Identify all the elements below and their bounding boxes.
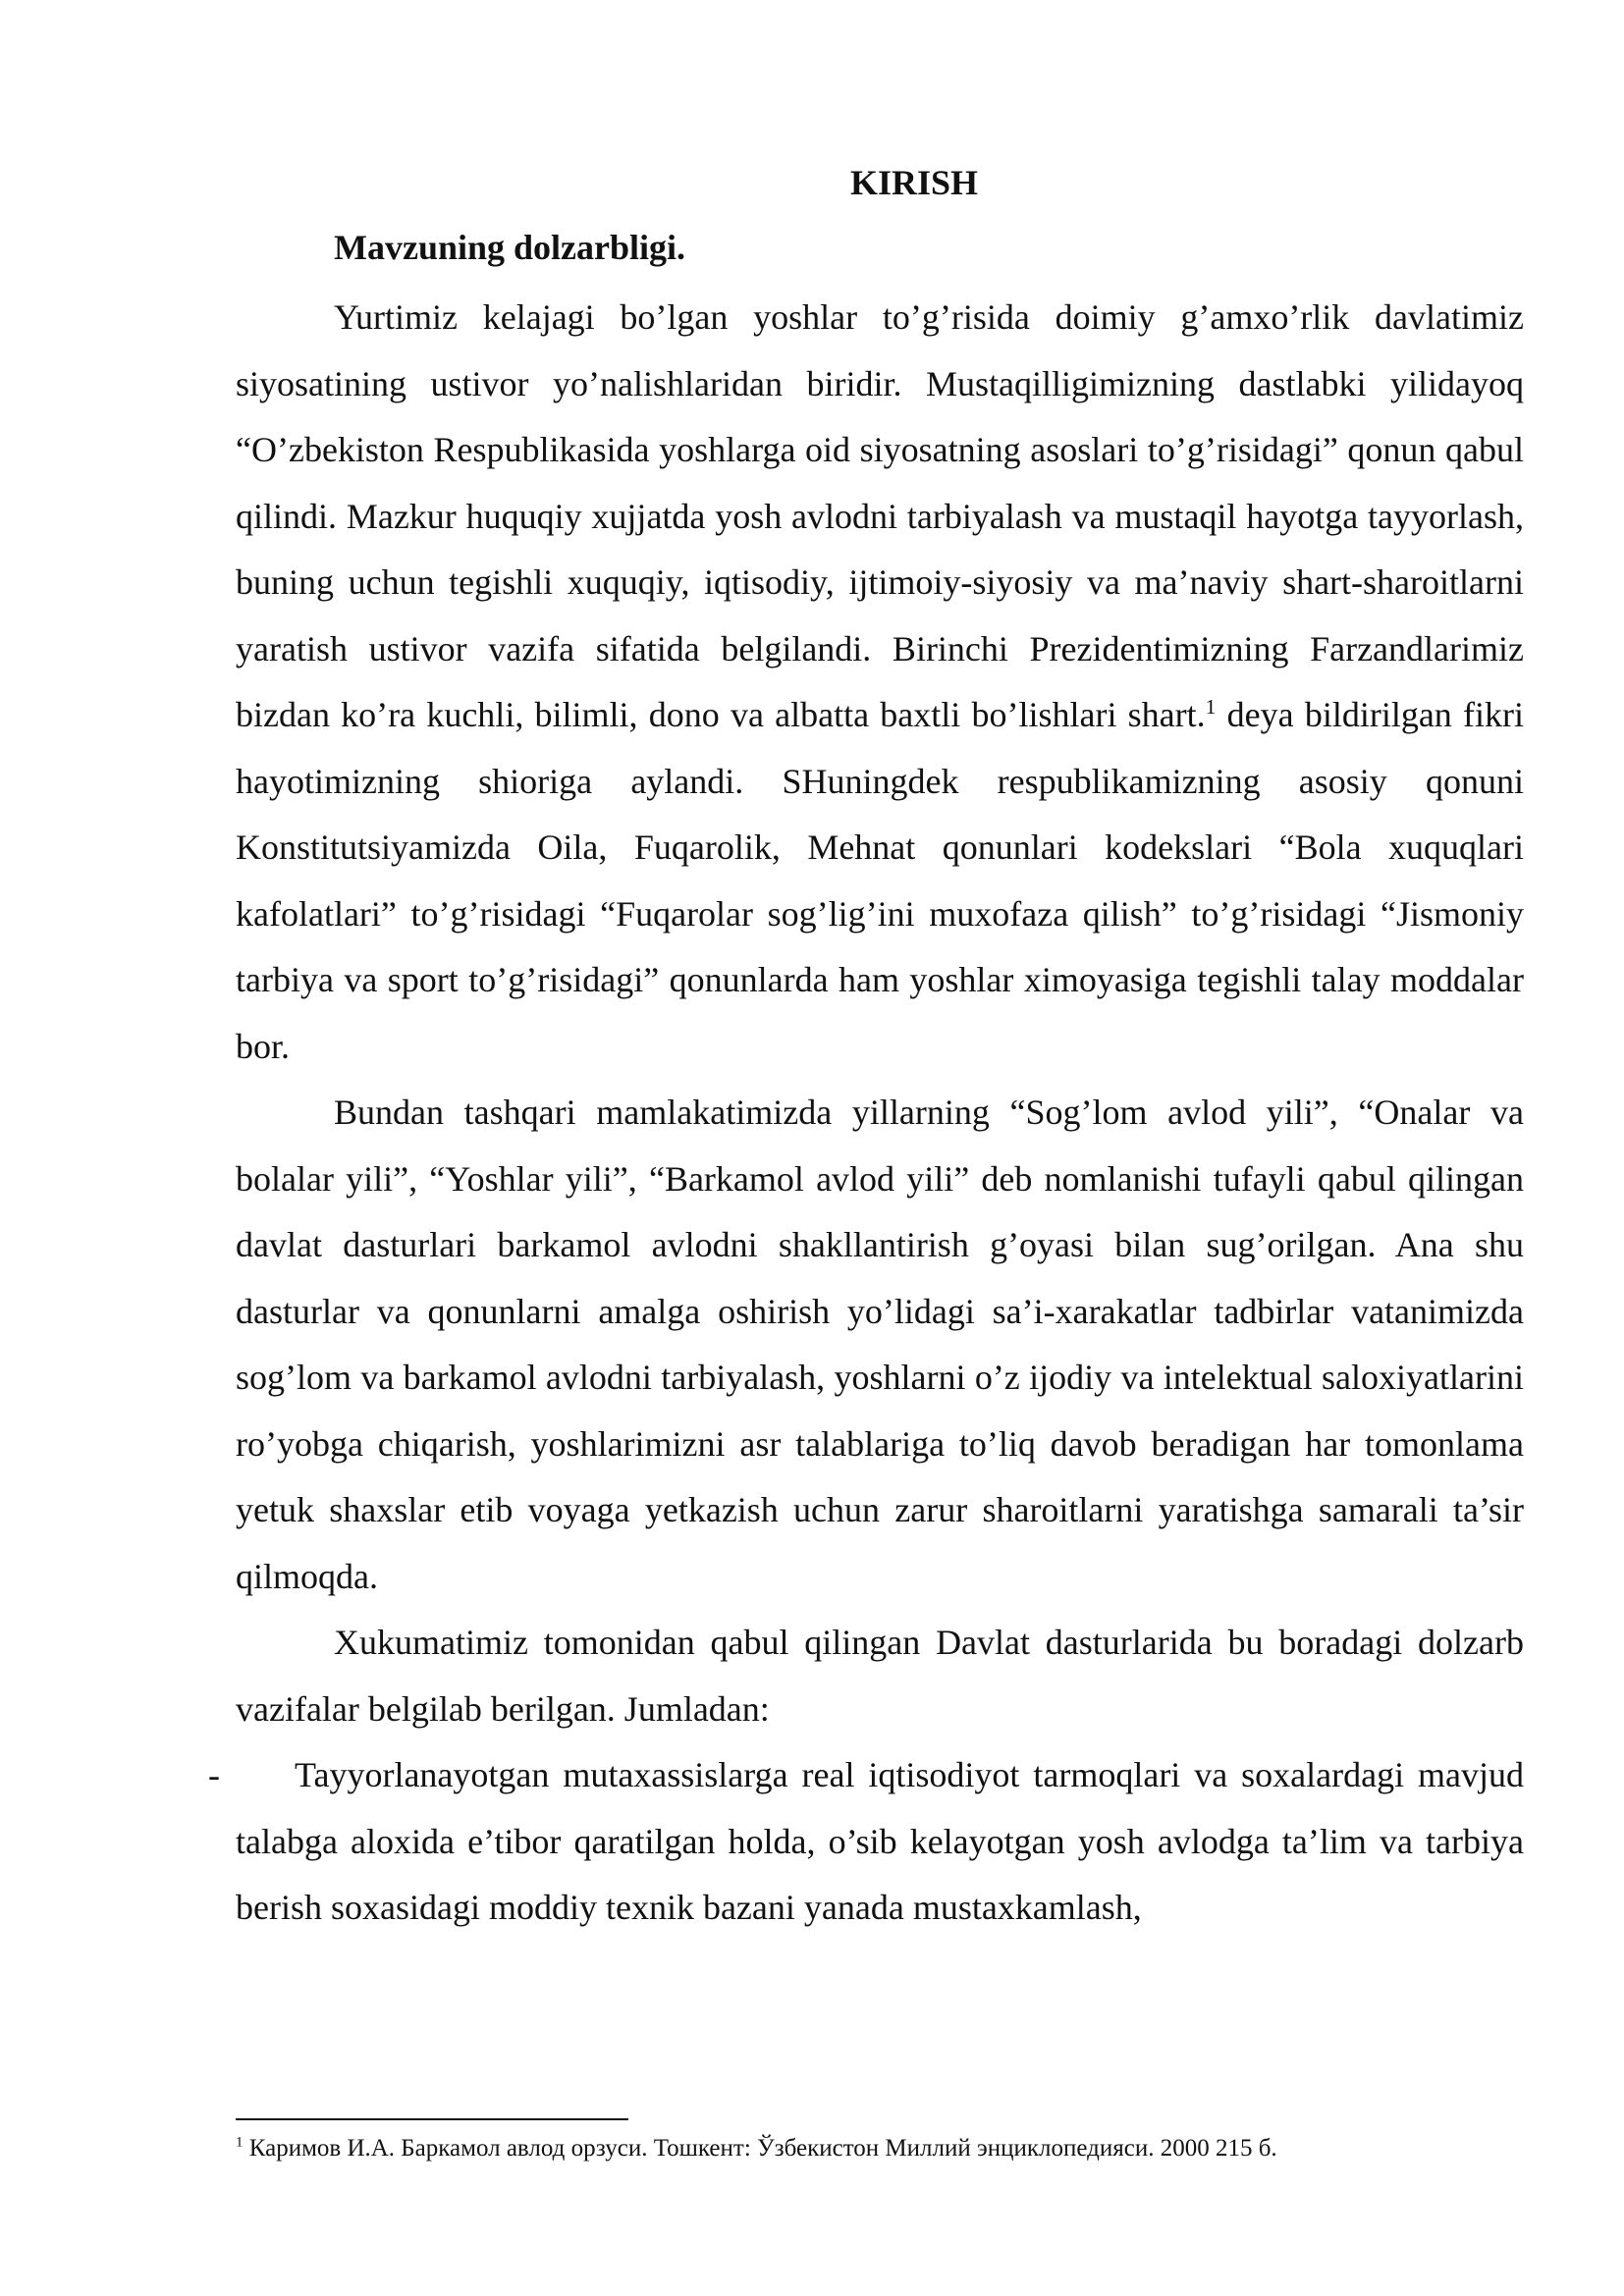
paragraph-3: Xukumatimiz tomonidan qabul qilingan Davlat dasturlarida bu boradagi dolzarb vazifalar belgilab berilgan. Jumladan: (236, 1623, 1524, 1729)
section-heading: Mavzuning dolzarbligi. (334, 228, 686, 267)
list-item-marker: - (208, 1755, 220, 1794)
paragraph-1-text-b: deya bildirilgan fikri hayotimizning shioriga aylandi. SHuningdek respublikamizning asosiy qonuni Konstitutsiyamizda Oila, Fuqarolik, Mehnat qonunlari kodekslari “Bola xuquqlari kafolatlari” to’g’risidagi “Fuqarolar sog’lig’ini muxofaza qilish” to’g’risidagi “Jismoniy tarbiya va sport to’g’risidagi” qonunlarda ham yoshlar ximoyasiga tegishli talay moddalar bor. (236, 695, 1524, 1066)
footnote (236, 2132, 1524, 2165)
paragraph-1 (236, 285, 1524, 1080)
footnote-mark: 1 (236, 2134, 244, 2151)
footnote-separator (236, 2118, 628, 2120)
document-title: KIRISH (849, 163, 979, 202)
list-item-text: Tayyorlanayotgan mutaxassislarga real iqtisodiyot tarmoqlari va soxalardagi mavjud talabga aloxida e’tibor qaratilgan holda, o’sib kelayotgan yosh avlodga ta’lim va tarbiya berish soxasidagi moddiy texnik bazani yanada mustaxkamlash, (236, 1755, 1524, 1927)
footnote-text: Каримов И.А. Баркамол авлод орзуси. Тошкент: Ўзбекистон Миллий энциклопедияси. 2000 215 б. (243, 2135, 1277, 2162)
document-body (208, 157, 1524, 1942)
footnote-reference: 1 (1205, 695, 1217, 719)
list-item (208, 1742, 1524, 1942)
paragraph-1-text-a: Yurtimiz kelajagi bo’lgan yoshlar to’g’risida doimiy g’amxo’rlik davlatimiz siyosatining ustivor yo’nalishlaridan biridir. Mustaqilligimizning dastlabki yilidayoq “O’zbekiston Respublikasida yoshlarga oid siyosatning asoslari to’g’risidagi” qonun qabul qilindi. Mazkur huquqiy xujjatda yosh avlodni tarbiyalash va mustaqil hayotga tayyorlash, buning uchun tegishli xuquqiy, iqtisodiy, ijtimoiy-siyosiy va ma’naviy shart-sharoitlarni yaratish ustivor vazifa sifatida belgilandi. Birinchi Prezidentimizning Farzandlarimiz bizdan ko’ra kuchli, bilimli, dono va albatta baxtli bo’lishlari shart. (236, 297, 1524, 734)
paragraph-2: Bundan tashqari mamlakatimizda yillarning “Sog’lom avlod yili”, “Onalar va bolalar yili”, “Yoshlar yili”, “Barkamol avlod yili” deb nomlanishi tufayli qabul qilingan davlat dasturlari barkamol avlodni shakllantirish g’oyasi bilan sug’orilgan. Ana shu dasturlar va qonunlarni amalga oshirish yo’lidagi sa’i-xarakatlar tadbirlar vatanimizda sog’lom va barkamol avlodni tarbiyalash, yoshlarni o’z ijodiy va intelektual saloxiyatlarini ro’yobga chiqarish, yoshlarimizni asr talablariga to’liq davob beradigan har tomonlama yetuk shaxslar etib voyaga yetkazish uchun zarur sharoitlarni yaratishga samarali ta’sir qilmoqda. (236, 1093, 1524, 1596)
